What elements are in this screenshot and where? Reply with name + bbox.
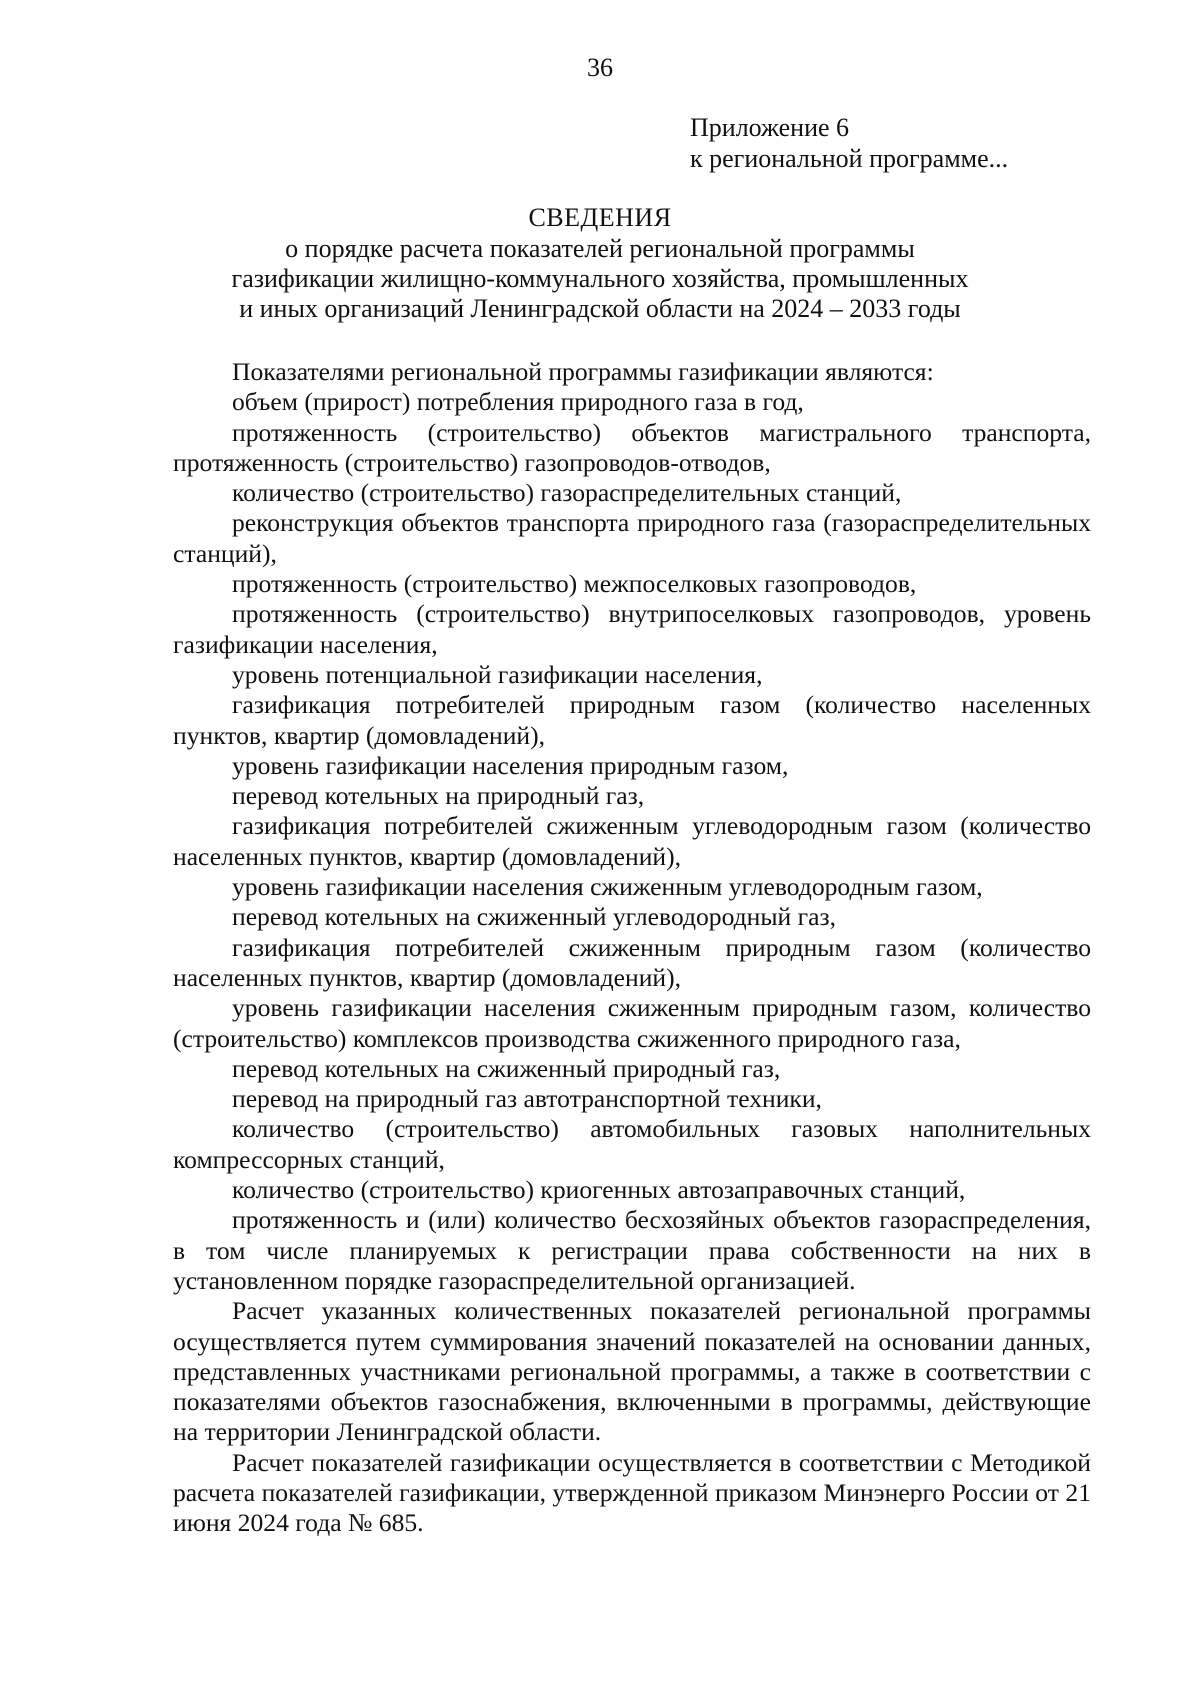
indicator-item: протяженность (строительство) межпоселковых газопроводов, bbox=[232, 569, 917, 599]
document-body bbox=[173, 357, 1091, 1539]
document-subtitle-line-3: и иных организаций Ленинградской области на 2024 – 2033 годы bbox=[239, 294, 961, 323]
methodology-paragraph: Расчет показателей газификации осуществляется в соответствии с Методикой расчета показателей газификации, утвержденной приказом Минэнерго России от 21 июня 2024 года № 685. bbox=[173, 1447, 1091, 1538]
indicator-item: протяженность и (или) количество бесхозяйных объектов газораспределения, в том числе планируемых к регистрации права собственности на них в установленном порядке газораспределительной организацией. bbox=[173, 1205, 1091, 1295]
indicator-item: протяженность (строительство) объектов магистрального транспорта, протяженность (строительство) газопроводов-отводов, bbox=[173, 417, 1091, 477]
calculation-paragraph: Расчет указанных количественных показателей региональной программы осуществляется путем суммирования значений показателей на основании данных, представленных участниками региональной программы, а также в соответствии с показателями объектов газоснабжения, включенными в программы, действующие на территории Ленинградской области. bbox=[173, 1296, 1091, 1447]
appendix-reference bbox=[690, 112, 1008, 174]
indicator-item: количество (строительство) криогенных автозаправочных станций, bbox=[232, 1175, 966, 1205]
indicator-item: уровень газификации населения природным газом, bbox=[232, 750, 789, 780]
indicator-item: перевод котельных на сжиженный углеводородный газ, bbox=[232, 902, 837, 932]
indicator-item: протяженность (строительство) внутрипоселковых газопроводов, уровень газификации населения, bbox=[173, 599, 1091, 659]
indicator-item: реконструкция объектов транспорта природного газа (газораспределительных станций), bbox=[173, 508, 1091, 568]
indicator-item: газификация потребителей сжиженным природным газом (количество населенных пунктов, квартир (домовладений), bbox=[173, 932, 1091, 992]
document-title: СВЕДЕНИЯ bbox=[528, 203, 672, 232]
indicator-item: газификация потребителей природным газом (количество населенных пунктов, квартир (домовладений), bbox=[173, 690, 1091, 750]
indicator-item: уровень газификации населения сжиженным природным газом, количество (строительство) комплексов производства сжиженного природного газа, bbox=[173, 993, 1091, 1053]
indicator-item: перевод на природный газ автотранспортной техники, bbox=[232, 1084, 822, 1114]
indicator-item: газификация потребителей сжиженным углеводородным газом (количество населенных пунктов, квартир (домовладений), bbox=[173, 811, 1091, 871]
indicator-item: уровень газификации населения сжиженным углеводородным газом, bbox=[232, 872, 983, 902]
indicator-item: перевод котельных на сжиженный природный газ, bbox=[232, 1053, 781, 1083]
document-subtitle-line-1: о порядке расчета показателей региональной программы bbox=[285, 234, 915, 263]
appendix-line-1: Приложение 6 bbox=[690, 113, 850, 142]
indicator-item: количество (строительство) газораспределительных станций, bbox=[232, 478, 902, 508]
indicator-item: количество (строительство) автомобильных газовых наполнительных компрессорных станций, bbox=[173, 1114, 1091, 1174]
document-subtitle-line-2: газификации жилищно-коммунального хозяйства, промышленных bbox=[231, 264, 969, 293]
paragraph: Показателями региональной программы газификации являются: bbox=[232, 357, 934, 386]
document-heading bbox=[0, 203, 1200, 324]
appendix-line-2: к региональной программе... bbox=[690, 144, 1009, 173]
page-number: 36 bbox=[587, 53, 613, 82]
indicator-item: объем (прирост) потребления природного газа в год, bbox=[232, 387, 804, 417]
indicator-item: уровень потенциальной газификации населения, bbox=[232, 659, 763, 689]
indicator-item: перевод котельных на природный газ, bbox=[232, 781, 645, 811]
